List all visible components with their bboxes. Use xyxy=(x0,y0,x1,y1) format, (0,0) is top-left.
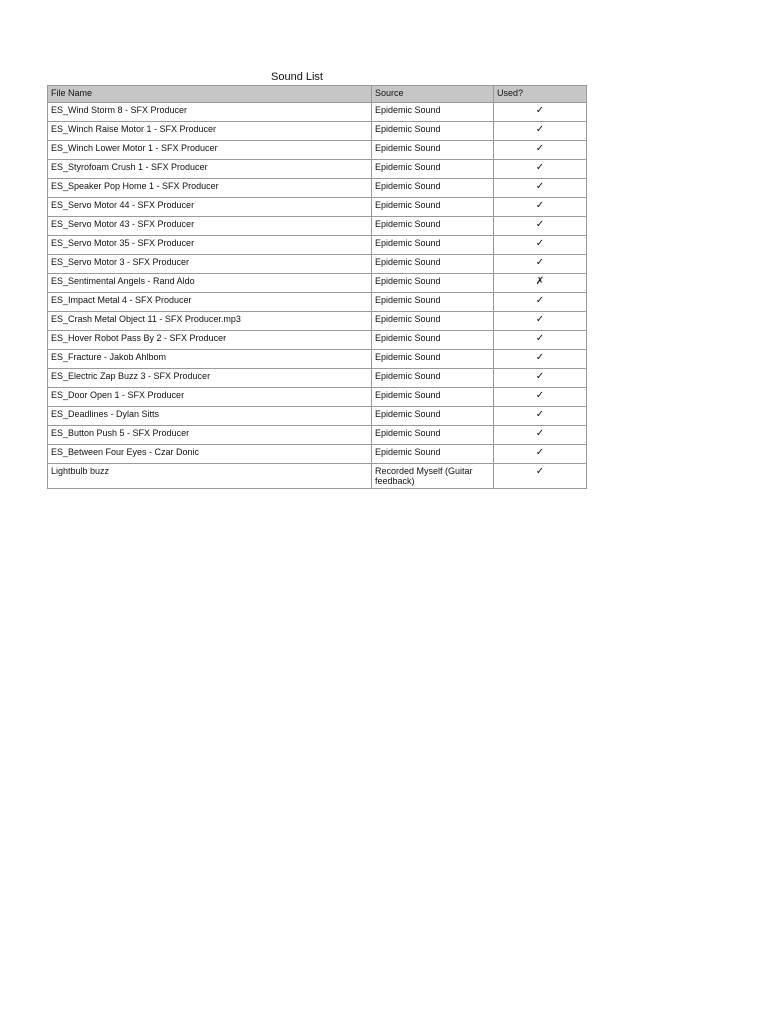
table-row xyxy=(48,407,587,426)
source-cell: Epidemic Sound xyxy=(372,293,494,312)
file-name-cell: ES_Fracture - Jakob Ahlbom xyxy=(48,350,372,369)
table-header-row xyxy=(48,86,587,103)
table-row xyxy=(48,293,587,312)
file-name-cell: ES_Servo Motor 35 - SFX Producer xyxy=(48,236,372,255)
table-row xyxy=(48,369,587,388)
table-row xyxy=(48,236,587,255)
used-cell: ✓ xyxy=(494,103,587,122)
sound-list-table xyxy=(47,85,587,489)
source-cell: Epidemic Sound xyxy=(372,160,494,179)
table-row xyxy=(48,198,587,217)
file-name-cell: ES_Door Open 1 - SFX Producer xyxy=(48,388,372,407)
used-cell: ✓ xyxy=(494,255,587,274)
table-row xyxy=(48,350,587,369)
table-row xyxy=(48,217,587,236)
file-name-cell: ES_Styrofoam Crush 1 - SFX Producer xyxy=(48,160,372,179)
column-header-used: Used? xyxy=(494,86,587,103)
table-row xyxy=(48,426,587,445)
source-cell: Epidemic Sound xyxy=(372,255,494,274)
source-cell: Recorded Myself (Guitar feedback) xyxy=(372,464,494,489)
source-cell: Epidemic Sound xyxy=(372,312,494,331)
source-cell: Epidemic Sound xyxy=(372,369,494,388)
source-cell: Epidemic Sound xyxy=(372,103,494,122)
source-cell: Epidemic Sound xyxy=(372,274,494,293)
table-row xyxy=(48,312,587,331)
file-name-cell: ES_Winch Raise Motor 1 - SFX Producer xyxy=(48,122,372,141)
file-name-cell: ES_Hover Robot Pass By 2 - SFX Producer xyxy=(48,331,372,350)
source-cell: Epidemic Sound xyxy=(372,122,494,141)
used-cell: ✗ xyxy=(494,274,587,293)
used-cell: ✓ xyxy=(494,179,587,198)
file-name-cell: ES_Speaker Pop Home 1 - SFX Producer xyxy=(48,179,372,198)
used-cell: ✓ xyxy=(494,388,587,407)
table-row xyxy=(48,122,587,141)
source-cell: Epidemic Sound xyxy=(372,445,494,464)
document xyxy=(47,70,586,489)
source-cell: Epidemic Sound xyxy=(372,426,494,445)
used-cell: ✓ xyxy=(494,236,587,255)
table-row xyxy=(48,274,587,293)
used-cell: ✓ xyxy=(494,160,587,179)
used-cell: ✓ xyxy=(494,350,587,369)
source-cell: Epidemic Sound xyxy=(372,217,494,236)
used-cell: ✓ xyxy=(494,426,587,445)
file-name-cell: ES_Between Four Eyes - Czar Donic xyxy=(48,445,372,464)
source-cell: Epidemic Sound xyxy=(372,388,494,407)
table-row xyxy=(48,141,587,160)
file-name-cell: ES_Servo Motor 44 - SFX Producer xyxy=(48,198,372,217)
table-row xyxy=(48,388,587,407)
file-name-cell: ES_Wind Storm 8 - SFX Producer xyxy=(48,103,372,122)
document-title: Sound List xyxy=(271,71,323,83)
used-cell: ✓ xyxy=(494,312,587,331)
file-name-cell: Lightbulb buzz xyxy=(48,464,372,489)
source-cell: Epidemic Sound xyxy=(372,198,494,217)
table-row xyxy=(48,464,587,489)
source-cell: Epidemic Sound xyxy=(372,141,494,160)
used-cell: ✓ xyxy=(494,217,587,236)
file-name-cell: ES_Impact Metal 4 - SFX Producer xyxy=(48,293,372,312)
table-row xyxy=(48,160,587,179)
table-row xyxy=(48,103,587,122)
file-name-cell: ES_Button Push 5 - SFX Producer xyxy=(48,426,372,445)
table-row xyxy=(48,255,587,274)
table-row xyxy=(48,445,587,464)
source-cell: Epidemic Sound xyxy=(372,331,494,350)
file-name-cell: ES_Servo Motor 43 - SFX Producer xyxy=(48,217,372,236)
table-row xyxy=(48,179,587,198)
file-name-cell: ES_Crash Metal Object 11 - SFX Producer.mp3 xyxy=(48,312,372,331)
used-cell: ✓ xyxy=(494,369,587,388)
source-cell: Epidemic Sound xyxy=(372,179,494,198)
column-header-source: Source xyxy=(372,86,494,103)
file-name-cell: ES_Winch Lower Motor 1 - SFX Producer xyxy=(48,141,372,160)
table-row xyxy=(48,331,587,350)
file-name-cell: ES_Electric Zap Buzz 3 - SFX Producer xyxy=(48,369,372,388)
column-header-file-name: File Name xyxy=(48,86,372,103)
used-cell: ✓ xyxy=(494,407,587,426)
file-name-cell: ES_Deadlines - Dylan Sitts xyxy=(48,407,372,426)
file-name-cell: ES_Servo Motor 3 - SFX Producer xyxy=(48,255,372,274)
used-cell: ✓ xyxy=(494,293,587,312)
used-cell: ✓ xyxy=(494,198,587,217)
source-cell: Epidemic Sound xyxy=(372,350,494,369)
source-cell: Epidemic Sound xyxy=(372,407,494,426)
used-cell: ✓ xyxy=(494,122,587,141)
file-name-cell: ES_Sentimental Angels - Rand Aldo xyxy=(48,274,372,293)
used-cell: ✓ xyxy=(494,445,587,464)
used-cell: ✓ xyxy=(494,464,587,489)
used-cell: ✓ xyxy=(494,331,587,350)
used-cell: ✓ xyxy=(494,141,587,160)
source-cell: Epidemic Sound xyxy=(372,236,494,255)
